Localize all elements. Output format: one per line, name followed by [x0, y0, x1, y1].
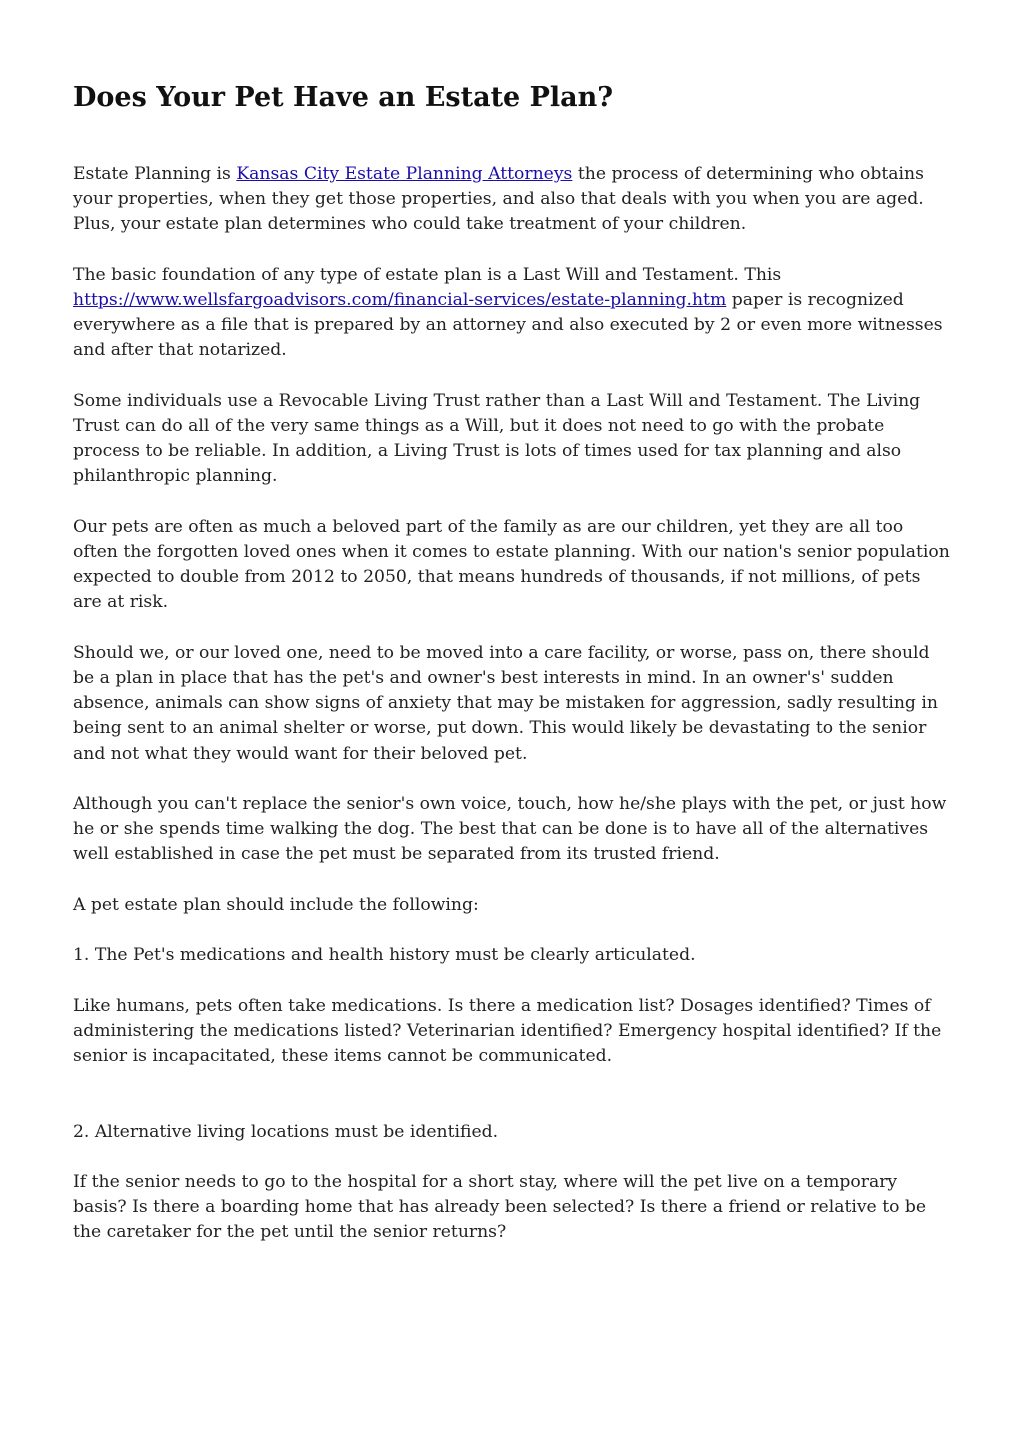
page-title: Does Your Pet Have an Estate Plan? [73, 82, 614, 113]
paragraph-2 [73, 263, 953, 364]
paragraph-2-text-start: The basic foundation of any type of estate plan is a Last Will and Testament. This [73, 264, 782, 285]
paragraph-7: A pet estate plan should include the following: [73, 894, 479, 915]
paragraph-4: Our pets are often as much a beloved part of the family as are our children, yet they are all too often the forgotten loved ones when it comes to estate planning. With our nation's senior population expected to double from 2012 to 2050, that means hundreds of thousands, if not millions, of pets are at risk. [73, 516, 950, 613]
paragraph-5: Should we, or our loved one, need to be moved into a care facility, or worse, pass on, there should be a plan in place that has the pet's and owner's best interests in mind. In an owner's' sudden absence, animals can show signs of anxiety that may be mistaken for aggression, sadly resulting in being sent to an animal shelter or worse, put down. This would likely be devastating to the senior and not what they would want for their beloved pet. [73, 642, 938, 764]
wellsfargo-estate-planning-link[interactable]: https://www.wellsfargoadvisors.com/financial-services/estate-planning.htm [73, 290, 727, 310]
paragraph-11: If the senior needs to go to the hospital for a short stay, where will the pet live on a temporary basis? Is there a boarding home that has already been selected? Is there a friend or relative to be the caretaker for the pet until the senior returns? [73, 1171, 927, 1243]
spacer [73, 1094, 953, 1119]
article-body [73, 162, 953, 1271]
paragraph-2-text-end: paper is recognized everywhere as a file that is prepared by an attorney and also executed by 2 or even more witnesses and after that notarized. [73, 290, 943, 361]
paragraph-1-text-start: Estate Planning is [73, 164, 237, 184]
list-item-1-heading: 1. The Pet's medications and health history must be clearly articulated. [73, 945, 696, 966]
paragraph-9: Like humans, pets often take medications. Is there a medication list? Dosages identified? Times of administering the medications listed? Veterinarian identified? Emergency hospital identified? If the senior is incapacitated, these items cannot be communicated. [73, 995, 942, 1066]
kansas-city-estate-planning-link[interactable]: Kansas City Estate Planning Attorneys [236, 164, 573, 184]
paragraph-3: Some individuals use a Revocable Living Trust rather than a Last Will and Testament. The Living Trust can do all of the very same things as a Will, but it does not need to go with the probate process to be reliable. In addition, a Living Trust is lots of times used for tax planning and also philanthropic planning. [73, 390, 921, 487]
paragraph-6: Although you can't replace the senior's own voice, touch, how he/she plays with the pet, or just how he or she spends time walking the dog. The best that can be done is to have all of the alternatives well established in case the pet must be separated from its trusted friend. [73, 794, 947, 865]
list-item-2-heading: 2. Alternative living locations must be identified. [73, 1121, 499, 1142]
paragraph-1-text-end: the process of determining who obtains your properties, when they get those properties, and also that deals with you when you are aged. Plus, your estate plan determines who could take treatment of your children. [73, 164, 924, 235]
paragraph-1 [73, 162, 953, 238]
